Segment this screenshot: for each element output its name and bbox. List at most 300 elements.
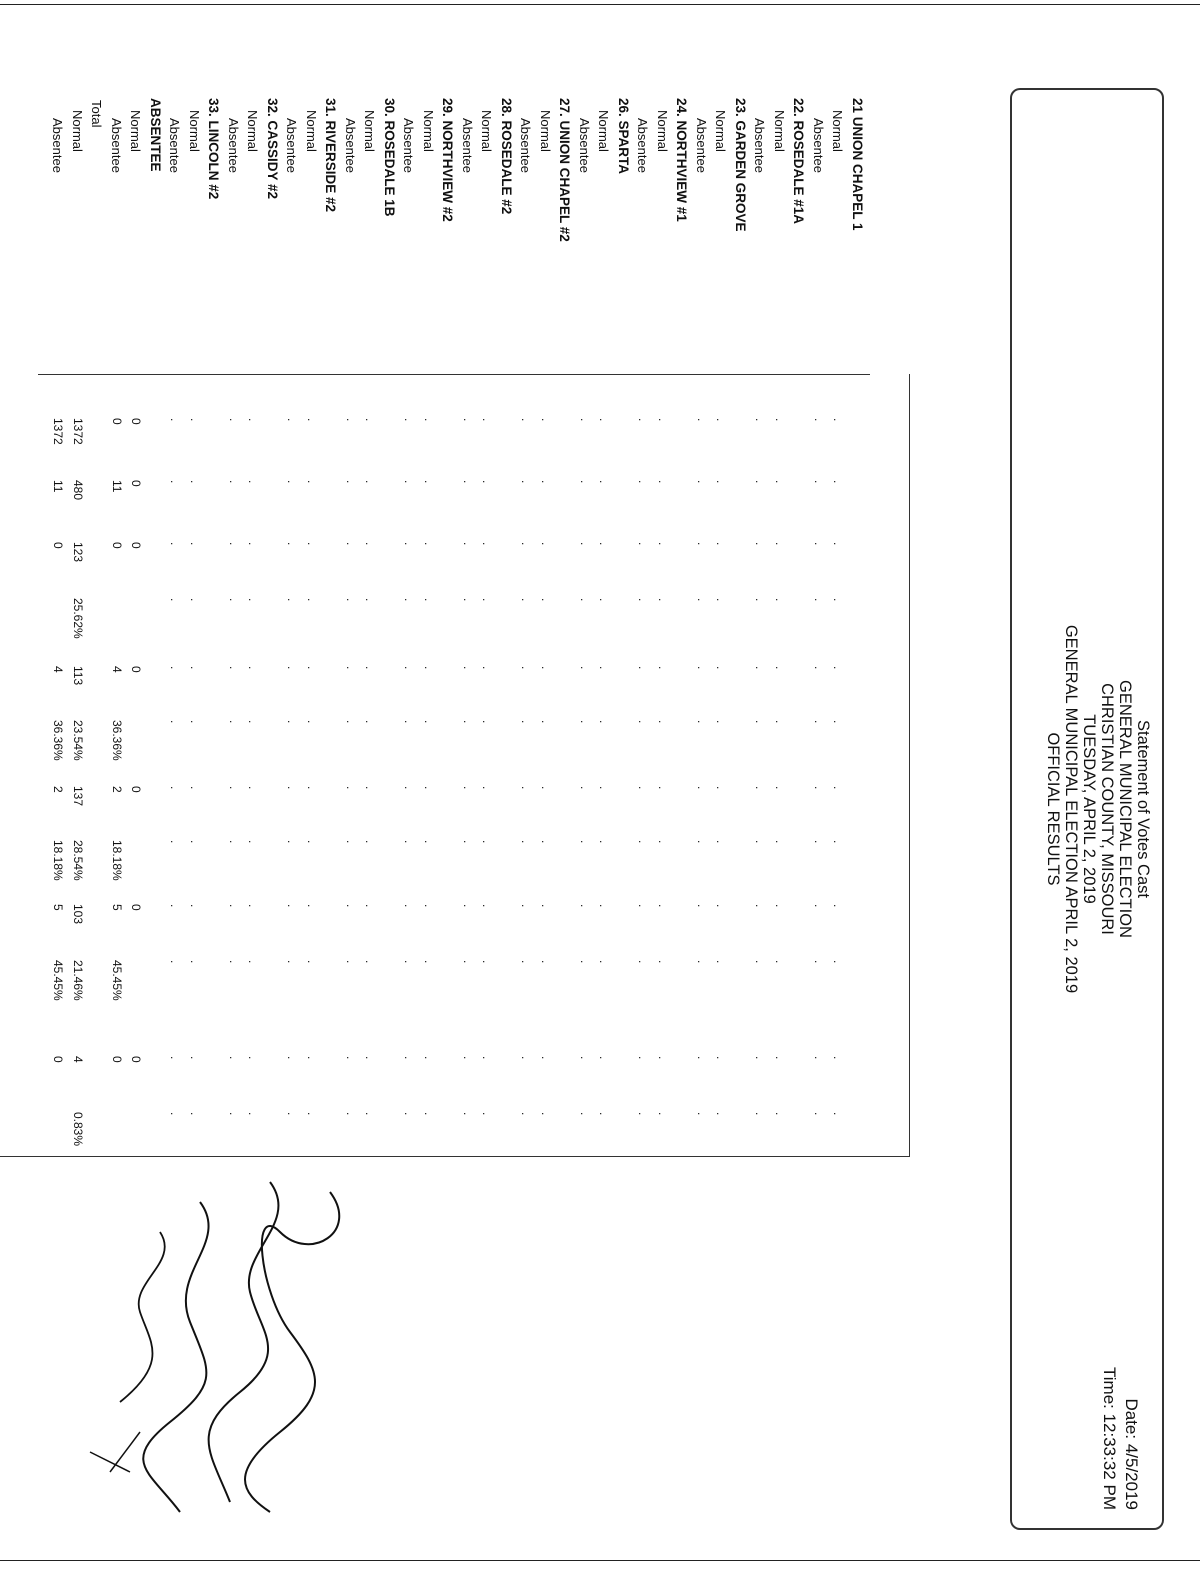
- result-value: 18.18%: [51, 840, 66, 881]
- report-date: Date: 4/5/2019: [1122, 1398, 1141, 1510]
- suppressed-value: .: [422, 666, 436, 672]
- suppressed-value: .: [246, 480, 261, 486]
- empty-cell: [438, 720, 458, 761]
- empty-cell: [146, 418, 166, 445]
- empty-cell: [204, 418, 224, 445]
- suppressed-value: .: [753, 960, 768, 966]
- result-value: 0.83%: [71, 1112, 85, 1147]
- suppressed-value: .: [168, 598, 183, 604]
- vote-type-label: Absentee: [343, 118, 358, 173]
- result-value: [107, 1112, 127, 1146]
- suppressed-value: .: [773, 960, 787, 966]
- suppressed-value: .: [656, 786, 670, 792]
- suppressed-value: .: [285, 1056, 300, 1062]
- vote-type-label: Absentee: [50, 118, 66, 173]
- suppressed-value: .: [285, 786, 300, 792]
- suppressed-value: .: [168, 666, 183, 672]
- suppressed-value: .: [480, 1056, 495, 1062]
- suppressed-value: .: [656, 598, 670, 604]
- suppressed-value: .: [578, 960, 592, 966]
- vote-type-label: Absentee: [401, 118, 417, 173]
- suppressed-value: .: [363, 1056, 378, 1062]
- suppressed-value: .: [812, 960, 826, 966]
- suppressed-value: .: [402, 598, 417, 604]
- empty-cell: [789, 1056, 809, 1063]
- suppressed-value: .: [227, 418, 241, 424]
- suppressed-value: .: [402, 418, 417, 424]
- empty-cell: [848, 542, 868, 562]
- suppressed-value: .: [539, 720, 553, 726]
- suppressed-value: .: [227, 904, 241, 910]
- suppressed-value: .: [656, 1112, 670, 1118]
- suppressed-value: .: [422, 904, 436, 910]
- suppressed-value: .: [402, 480, 417, 486]
- suppressed-value: .: [422, 960, 436, 966]
- empty-cell: [380, 1056, 400, 1063]
- suppressed-value: .: [831, 720, 846, 726]
- suppressed-value: .: [305, 598, 319, 604]
- suppressed-value: .: [753, 840, 768, 846]
- empty-cell: [146, 720, 166, 761]
- suppressed-value: .: [402, 960, 417, 966]
- suppressed-value: .: [402, 720, 417, 726]
- result-value: 0: [110, 542, 124, 549]
- suppressed-value: .: [402, 786, 417, 792]
- suppressed-value: .: [812, 840, 826, 846]
- suppressed-value: .: [188, 480, 202, 486]
- result-value: 0: [51, 542, 66, 549]
- suppressed-value: .: [578, 666, 592, 672]
- suppressed-value: .: [246, 1056, 261, 1062]
- empty-cell: [438, 666, 458, 685]
- suppressed-value: .: [305, 960, 319, 966]
- empty-cell: [555, 666, 575, 685]
- empty-cell: [263, 840, 283, 881]
- empty-cell: [555, 786, 575, 806]
- suppressed-value: .: [539, 418, 553, 424]
- result-value: [107, 598, 127, 639]
- vote-type-label: Absentee: [167, 118, 183, 173]
- suppressed-value: .: [636, 480, 651, 486]
- empty-cell: [321, 666, 341, 685]
- vote-type-label: Normal: [128, 110, 144, 152]
- suppressed-value: .: [246, 418, 261, 424]
- suppressed-value: .: [344, 840, 358, 846]
- report-header-box: [1010, 88, 1164, 1530]
- empty-cell: [204, 786, 224, 806]
- suppressed-value: .: [188, 904, 202, 910]
- empty-cell: [204, 1056, 224, 1063]
- empty-cell: [87, 840, 107, 881]
- result-value: 36.36%: [51, 720, 66, 761]
- empty-cell: [204, 542, 224, 562]
- suppressed-value: .: [402, 840, 417, 846]
- suppressed-value: .: [344, 480, 358, 486]
- result-value: 4: [71, 1056, 85, 1063]
- empty-cell: [146, 598, 166, 639]
- suppressed-value: .: [363, 960, 378, 966]
- empty-cell: [789, 598, 809, 639]
- empty-cell: [380, 786, 400, 806]
- suppressed-value: .: [246, 904, 261, 910]
- suppressed-value: .: [597, 542, 612, 548]
- empty-cell: [497, 1112, 517, 1146]
- title-line: OFFICIAL RESULTS: [1044, 732, 1062, 886]
- suppressed-value: .: [188, 666, 202, 672]
- empty-cell: [614, 1112, 634, 1146]
- suppressed-value: .: [168, 1112, 183, 1118]
- vote-type-label: Normal: [538, 110, 553, 152]
- empty-cell: [87, 904, 107, 924]
- suppressed-value: .: [305, 720, 319, 726]
- empty-cell: [848, 666, 868, 685]
- suppressed-value: .: [305, 1112, 319, 1118]
- result-column: [48, 598, 867, 639]
- empty-cell: [321, 542, 341, 562]
- suppressed-value: .: [285, 542, 300, 548]
- empty-cell: [848, 960, 868, 1001]
- empty-cell: [848, 598, 868, 639]
- empty-cell: [380, 666, 400, 685]
- result-value: 5: [51, 904, 66, 911]
- suppressed-value: .: [714, 542, 729, 548]
- result-value: 0: [129, 904, 144, 911]
- suppressed-value: .: [695, 1112, 709, 1118]
- suppressed-value: .: [714, 960, 729, 966]
- empty-cell: [321, 418, 341, 445]
- empty-cell: [263, 904, 283, 924]
- vote-type-label: Absentee: [577, 118, 592, 173]
- result-value: 11: [51, 480, 66, 493]
- suppressed-value: .: [480, 960, 495, 966]
- result-value: 21.46%: [71, 960, 85, 1001]
- vote-type-label: Normal: [187, 110, 202, 152]
- vote-type-label: Normal: [655, 110, 670, 152]
- empty-cell: [789, 1112, 809, 1146]
- suppressed-value: .: [344, 1056, 358, 1062]
- suppressed-value: .: [539, 904, 553, 910]
- result-value: 36.36%: [110, 720, 124, 761]
- suppressed-value: .: [773, 666, 787, 672]
- suppressed-value: .: [422, 480, 436, 486]
- suppressed-value: .: [402, 904, 417, 910]
- suppressed-value: .: [812, 418, 826, 424]
- suppressed-value: .: [246, 1112, 261, 1118]
- empty-cell: [555, 960, 575, 1001]
- vote-type-label: Absentee: [518, 118, 534, 173]
- empty-cell: [87, 418, 107, 445]
- suppressed-value: .: [188, 720, 202, 726]
- suppressed-value: .: [363, 1112, 378, 1118]
- suppressed-value: .: [597, 1056, 612, 1062]
- empty-cell: [380, 960, 400, 1001]
- suppressed-value: .: [578, 786, 592, 792]
- suppressed-value: .: [422, 786, 436, 792]
- suppressed-value: .: [480, 840, 495, 846]
- suppressed-value: .: [402, 542, 417, 548]
- suppressed-value: .: [246, 786, 261, 792]
- empty-cell: [263, 598, 283, 639]
- suppressed-value: .: [168, 720, 183, 726]
- suppressed-value: .: [773, 1056, 787, 1062]
- suppressed-value: .: [695, 598, 709, 604]
- suppressed-value: .: [305, 786, 319, 792]
- suppressed-value: .: [578, 720, 592, 726]
- suppressed-value: .: [812, 1112, 826, 1118]
- result-value: 0: [129, 480, 144, 487]
- empty-cell: [789, 720, 809, 761]
- empty-cell: [789, 480, 809, 500]
- empty-cell: [204, 598, 224, 639]
- title-line: GENERAL MUNICIPAL ELECTION: [1116, 680, 1134, 938]
- suppressed-value: .: [812, 720, 826, 726]
- empty-cell: [614, 480, 634, 500]
- result-value: 0: [110, 1056, 124, 1063]
- empty-cell: [321, 720, 341, 761]
- empty-cell: [263, 480, 283, 500]
- empty-cell: [87, 480, 107, 500]
- suppressed-value: .: [461, 1056, 475, 1062]
- empty-cell: [555, 720, 575, 761]
- empty-cell: [380, 840, 400, 881]
- result-value: 45.45%: [51, 960, 66, 1001]
- suppressed-value: .: [305, 542, 319, 548]
- suppressed-value: .: [695, 418, 709, 424]
- suppressed-value: .: [812, 480, 826, 486]
- result-value: [126, 1112, 146, 1146]
- empty-cell: [263, 720, 283, 761]
- precinct-name: 33. LINCOLN #2: [206, 98, 222, 200]
- suppressed-value: .: [656, 418, 670, 424]
- empty-cell: [848, 840, 868, 881]
- vote-type-label: Absentee: [694, 118, 709, 173]
- suppressed-value: .: [461, 786, 475, 792]
- empty-cell: [380, 542, 400, 562]
- empty-cell: [263, 418, 283, 445]
- empty-cell: [263, 1056, 283, 1063]
- empty-cell: [614, 542, 634, 562]
- suppressed-value: .: [188, 418, 202, 424]
- precinct-name: 29. NORTHVIEW #2: [440, 98, 456, 222]
- empty-cell: [789, 960, 809, 1001]
- empty-cell: [87, 720, 107, 761]
- vote-type-label: Normal: [479, 110, 495, 152]
- suppressed-value: .: [597, 720, 612, 726]
- empty-cell: [672, 542, 692, 562]
- suppressed-value: .: [636, 904, 651, 910]
- empty-cell: [555, 1112, 575, 1146]
- suppressed-value: .: [519, 720, 534, 726]
- suppressed-value: .: [168, 904, 183, 910]
- suppressed-value: .: [422, 1112, 436, 1118]
- suppressed-value: .: [363, 480, 378, 486]
- result-value: [48, 598, 68, 639]
- suppressed-value: .: [246, 720, 261, 726]
- empty-cell: [614, 960, 634, 1001]
- suppressed-value: .: [773, 480, 787, 486]
- suppressed-value: .: [188, 960, 202, 966]
- suppressed-value: .: [714, 480, 729, 486]
- empty-cell: [672, 480, 692, 500]
- suppressed-value: .: [519, 542, 534, 548]
- empty-cell: [614, 904, 634, 924]
- suppressed-value: .: [578, 840, 592, 846]
- suppressed-value: .: [714, 418, 729, 424]
- suppressed-value: .: [714, 720, 729, 726]
- suppressed-value: .: [246, 542, 261, 548]
- suppressed-value: .: [539, 1056, 553, 1062]
- suppressed-value: .: [285, 666, 300, 672]
- result-value: 45.45%: [110, 960, 124, 1001]
- suppressed-value: .: [597, 418, 612, 424]
- empty-cell: [731, 418, 751, 445]
- empty-cell: [614, 666, 634, 685]
- suppressed-value: .: [344, 786, 358, 792]
- suppressed-value: .: [636, 720, 651, 726]
- result-value: 0: [51, 1056, 66, 1063]
- suppressed-value: .: [188, 598, 202, 604]
- empty-cell: [614, 418, 634, 445]
- suppressed-value: .: [305, 418, 319, 424]
- vote-type-label: Normal: [830, 110, 846, 152]
- suppressed-value: .: [227, 960, 241, 966]
- empty-cell: [87, 786, 107, 806]
- suppressed-value: .: [402, 666, 417, 672]
- suppressed-value: .: [344, 904, 358, 910]
- suppressed-value: .: [597, 840, 612, 846]
- result-value: 103: [71, 904, 85, 925]
- suppressed-value: .: [285, 418, 300, 424]
- empty-cell: [672, 598, 692, 639]
- empty-cell: [789, 542, 809, 562]
- empty-cell: [438, 904, 458, 924]
- empty-cell: [731, 666, 751, 685]
- empty-cell: [204, 1112, 224, 1146]
- precinct-name: 24. NORTHVIEW #1: [674, 98, 690, 222]
- suppressed-value: .: [168, 840, 183, 846]
- vote-type-label: Normal: [596, 110, 612, 152]
- empty-cell: [321, 1112, 341, 1146]
- empty-cell: [321, 1056, 341, 1063]
- suppressed-value: .: [305, 1056, 319, 1062]
- empty-cell: [263, 1112, 283, 1146]
- report-title-block: [1044, 90, 1152, 1528]
- empty-cell: [497, 840, 517, 881]
- suppressed-value: .: [344, 598, 358, 604]
- empty-cell: [146, 904, 166, 924]
- suppressed-value: .: [695, 960, 709, 966]
- empty-cell: [614, 840, 634, 881]
- empty-cell: [204, 720, 224, 761]
- suppressed-value: .: [305, 666, 319, 672]
- empty-cell: [146, 1112, 166, 1146]
- vote-type-label: Absentee: [109, 118, 124, 173]
- result-value: 11: [110, 480, 124, 493]
- result-column: [48, 786, 867, 806]
- suppressed-value: .: [168, 1056, 183, 1062]
- empty-cell: [497, 786, 517, 806]
- result-value: 113: [71, 666, 85, 686]
- suppressed-value: .: [168, 786, 183, 792]
- suppressed-value: .: [227, 786, 241, 792]
- empty-cell: [672, 418, 692, 445]
- report-time: Time: 12:33:32 PM: [1100, 1367, 1119, 1510]
- result-value: 2: [51, 786, 66, 793]
- suppressed-value: .: [831, 480, 846, 486]
- empty-cell: [87, 598, 107, 639]
- vote-type-label: Normal: [304, 110, 319, 152]
- suppressed-value: .: [480, 786, 495, 792]
- empty-cell: [497, 1056, 517, 1063]
- suppressed-value: .: [246, 840, 261, 846]
- empty-cell: [672, 960, 692, 1001]
- empty-cell: [731, 904, 751, 924]
- empty-cell: [848, 418, 868, 445]
- suppressed-value: .: [519, 418, 534, 424]
- precinct-name: 26. SPARTA: [616, 98, 631, 175]
- result-column: [48, 1112, 867, 1146]
- suppressed-value: .: [636, 786, 651, 792]
- result-value: [48, 1112, 68, 1146]
- empty-cell: [380, 598, 400, 639]
- suppressed-value: .: [519, 480, 534, 486]
- suppressed-value: .: [461, 598, 475, 604]
- suppressed-value: .: [597, 666, 612, 672]
- suppressed-value: .: [714, 840, 729, 846]
- suppressed-value: .: [285, 1112, 300, 1118]
- suppressed-value: .: [285, 840, 300, 846]
- suppressed-value: .: [753, 904, 768, 910]
- suppressed-value: .: [578, 1056, 592, 1062]
- title-line: CHRISTIAN COUNTY, MISSOURI: [1098, 683, 1116, 935]
- suppressed-value: .: [246, 598, 261, 604]
- suppressed-value: .: [285, 720, 300, 726]
- suppressed-value: .: [695, 840, 709, 846]
- suppressed-value: .: [305, 480, 319, 486]
- empty-cell: [438, 960, 458, 1001]
- empty-cell: [87, 666, 107, 685]
- suppressed-value: .: [344, 1112, 358, 1118]
- suppressed-value: .: [753, 1112, 768, 1118]
- suppressed-value: .: [344, 960, 358, 966]
- suppressed-value: .: [480, 542, 495, 548]
- empty-cell: [672, 786, 692, 806]
- empty-cell: [731, 1056, 751, 1063]
- suppressed-value: .: [636, 666, 651, 672]
- suppressed-value: .: [656, 480, 670, 486]
- result-value: 28.54%: [71, 840, 85, 881]
- suppressed-value: .: [773, 418, 787, 424]
- suppressed-value: .: [246, 960, 261, 966]
- empty-cell: [204, 840, 224, 881]
- suppressed-value: .: [695, 666, 709, 672]
- suppressed-value: .: [519, 840, 534, 846]
- empty-cell: [497, 480, 517, 500]
- suppressed-value: .: [773, 542, 787, 548]
- empty-cell: [146, 786, 166, 806]
- suppressed-value: .: [714, 1112, 729, 1118]
- suppressed-value: .: [578, 904, 592, 910]
- suppressed-value: .: [285, 904, 300, 910]
- result-value: 25.62%: [71, 598, 85, 639]
- result-value: 5: [110, 904, 124, 911]
- vote-type-label: Absentee: [284, 118, 300, 173]
- suppressed-value: .: [461, 480, 475, 486]
- suppressed-value: .: [480, 904, 495, 910]
- empty-cell: [731, 480, 751, 500]
- result-column: [48, 418, 867, 445]
- suppressed-value: .: [753, 720, 768, 726]
